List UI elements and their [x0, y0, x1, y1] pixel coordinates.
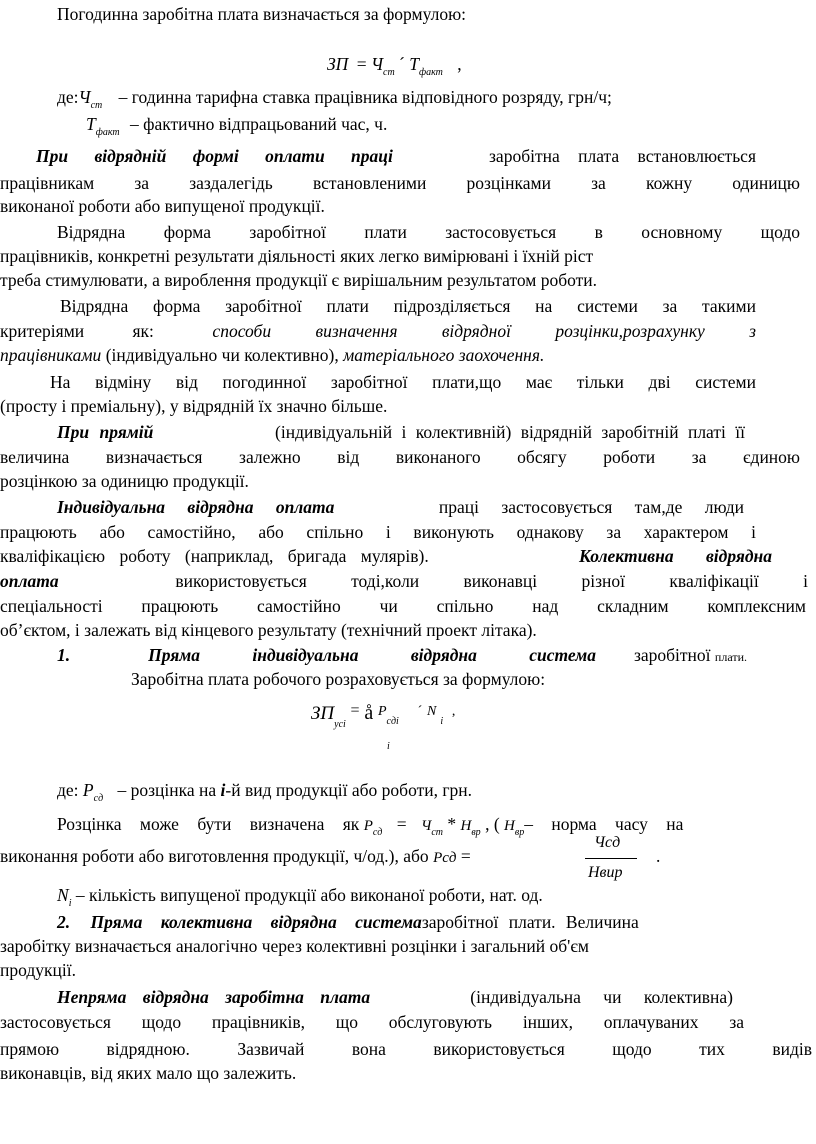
paragraph-systems-l3 — [0, 343, 544, 367]
text: праці застосовується там,де люди — [438, 497, 744, 517]
formula-ch: Ч — [420, 818, 432, 834]
text: (індивідуальній і колективній) відрядній заробітній платі її — [275, 422, 745, 442]
formula-sum-index: і — [387, 741, 390, 752]
paragraph-direct-l3: розцінкою за одиницю продукції. — [0, 471, 249, 491]
def-sym-sub: ст — [90, 100, 103, 111]
fraction-denominator: Нвир — [588, 864, 623, 881]
text: , ( — [485, 814, 500, 834]
def-sym: Ч — [78, 87, 91, 107]
italic-text: працівниками — [0, 345, 102, 365]
paragraph-piecerate-l3: виконаної роботи або випущеної продукції. — [0, 196, 325, 216]
heading-bold: Пряма індивідуальна відрядна система — [148, 645, 596, 665]
formula-lhs: ЗП — [327, 54, 349, 74]
fraction-numerator: Чсд — [594, 834, 621, 851]
paragraph-collective-l2: заробітку визначається аналогічно через колективні розцінки і загальний об'єм — [0, 936, 589, 956]
formula-piece-wage — [311, 701, 455, 729]
paragraph-direct-l2: величина визначається залежно від виконаного обсягу роботи за єдиною — [0, 447, 800, 467]
formula-h-sub: вр — [471, 827, 481, 838]
def-prefix: де: — [57, 87, 79, 107]
bold-term: Індивідуальна відрядна оплата — [57, 497, 335, 517]
paragraph-piecerate-l2: працівникам за заздалегідь встановленими розцінками за кожну одиницю — [0, 173, 800, 193]
definition-quantity — [57, 883, 543, 911]
formula-ch-sub: ст — [431, 827, 443, 838]
def-text: -й вид продукції або роботи, грн. — [225, 780, 473, 800]
heading-rest: заробітної — [633, 645, 711, 665]
formula-p: Р — [363, 818, 373, 834]
formula-time-sub: факт — [418, 67, 443, 78]
formula2-eq: = — [460, 846, 471, 866]
paragraph-piecerate-l1 — [36, 144, 756, 168]
italic-text: способи визначення відрядної розцінки,розрахунку з — [212, 321, 756, 341]
def-sym-sub: і — [68, 898, 72, 909]
paragraph-systems-l1: Відрядна форма заробітної плати підрозділяється на системи за такими — [60, 296, 756, 316]
paragraph-worker-formula: Заробітна плата робочого розраховується за формулою: — [131, 669, 546, 689]
def-index: і — [220, 780, 226, 800]
paragraph-compare-l1: На відміну від погодинної заробітної плати,що має тільки дві системи — [50, 372, 756, 392]
text: заробітна плата встановлюється — [489, 146, 756, 166]
paragraph-collective-l3: продукції. — [0, 960, 76, 980]
formula-rate: Ч — [370, 54, 383, 74]
def-text: – годинна тарифна ставка працівника відповідного розряду, грн/ч; — [118, 87, 612, 107]
formula-p: Р — [377, 704, 387, 719]
paragraph-individual-l5: спеціальності працюють самостійно чи спільно над складним комплексним — [0, 596, 806, 616]
text: критеріями як: — [0, 321, 154, 341]
heading-num: 1. — [57, 645, 71, 665]
paragraph-individual-l1 — [57, 495, 744, 519]
formula-p-sub: сд — [372, 827, 383, 838]
paragraph-individual-l4 — [0, 569, 808, 593]
def-sym-sub: сд — [93, 793, 104, 804]
formula-star: * — [447, 814, 457, 834]
formula-eq: = — [356, 54, 367, 74]
paragraph-usage-l2: працівників, конкретні результати діяльності яких легко вимірювані і їхній ріст — [0, 246, 594, 266]
def-sym-sub: факт — [95, 127, 120, 138]
heading-direct-collective — [57, 910, 639, 934]
bold-term: Колективна відрядна — [579, 546, 772, 566]
paragraph-indirect-l1 — [57, 985, 733, 1009]
text: кваліфікацією роботу (наприклад, бригада мулярів). — [0, 546, 429, 566]
heading-rest: заробітної плати. Величина — [421, 912, 639, 932]
def-text: – розцінка на — [117, 780, 217, 800]
formula-lhs-sub: усі — [334, 719, 346, 730]
paragraph-hourly-intro: Погодинна заробітна плата визначається за формулою: — [57, 4, 467, 24]
def-sym: Т — [86, 114, 96, 134]
heading-direct-individual — [57, 643, 747, 669]
formula-h2: Н — [504, 818, 515, 834]
heading-small: плати. — [714, 650, 747, 664]
heading-rest-group — [634, 643, 747, 669]
paragraph-rate-calc-l2 — [0, 844, 471, 870]
text: використовується тоді,коли виконавці різної кваліфікації і — [175, 571, 808, 591]
paragraph-indirect-l2: застосовується щодо працівників, що обслуговують інших, оплачуваних за — [0, 1012, 744, 1032]
formula-time: Т — [409, 54, 419, 74]
formula-n-sub: і — [440, 716, 444, 727]
heading-num: 2. — [57, 912, 71, 932]
formula-comma: , — [457, 54, 462, 74]
bold-term: оплата — [0, 571, 59, 591]
formula2-p: Рсд — [433, 850, 457, 866]
def-sym: N — [57, 885, 69, 905]
formula-comma: , — [451, 704, 456, 719]
def-text: – фактично відпрацьований час, ч. — [129, 114, 388, 134]
heading-bold: Пряма колективна відрядна система — [90, 912, 422, 932]
bold-term: При прямій — [57, 422, 154, 442]
fraction-line — [585, 858, 637, 859]
formula-mult: ´ — [399, 54, 405, 74]
definition-piece-rate — [57, 778, 472, 806]
paragraph-individual-l6: об’єктом, і залежать від кінцевого результату (технічний проект літака). — [0, 620, 537, 640]
paragraph-systems-l2 — [0, 319, 756, 343]
def-sym: Р — [82, 780, 94, 800]
paragraph-individual-l2: працюють або самостійно, або спільно і виконують однакову за характером і — [0, 522, 756, 542]
formula-eq: = — [396, 814, 407, 834]
paragraph-indirect-l4: виконавців, від яких мало що залежить. — [0, 1063, 297, 1083]
formula-rate-sub: ст — [383, 67, 395, 78]
formula-h: Н — [460, 818, 472, 834]
formula-hourly-wage — [327, 52, 462, 80]
formula-mult: ´ — [417, 704, 423, 719]
italic-text: матеріального заохочення. — [343, 345, 545, 365]
def-prefix: де: — [57, 780, 79, 800]
text: (індивідуально чи колективно), — [105, 345, 339, 365]
paragraph-direct-l1 — [57, 420, 745, 444]
text: – норма часу на — [524, 814, 684, 834]
fraction-period: . — [656, 846, 661, 866]
text: Розцінка може бути визначена як — [57, 814, 360, 834]
paragraph-compare-l2: (просту і преміальну), у відрядній їх значно більше. — [0, 396, 388, 416]
bold-term: Непряма відрядна заробітна плата — [57, 987, 371, 1007]
formula-lhs: ЗП — [311, 703, 335, 724]
text: виконання роботи або виготовлення продукції, ч/од.), або — [0, 846, 429, 866]
formula-n: N — [426, 704, 437, 719]
paragraph-rate-calc-l1 — [57, 812, 683, 840]
text: (індивідуальна чи колективна) — [470, 987, 733, 1007]
bold-term: При відрядній формі оплати праці — [36, 146, 393, 166]
paragraph-individual-l3 — [0, 544, 772, 568]
paragraph-usage-l3: треба стимулювати, а вироблення продукції є вирішальним результатом роботи. — [0, 270, 598, 290]
formula-p-sub: сді — [386, 716, 399, 727]
formula-eq: = — [350, 702, 360, 719]
paragraph-usage-l1: Відрядна форма заробітної плати застосовується в основному щодо — [57, 222, 800, 242]
formula-sum: å — [364, 702, 374, 724]
definition-rate — [57, 85, 612, 113]
formula-h2-sub: вр — [514, 827, 525, 838]
def-text: – кількість випущеної продукції або виконаної роботи, нат. од. — [75, 885, 543, 905]
definition-time — [86, 112, 387, 140]
paragraph-indirect-l3: прямою відрядною. Зазвичай вона використовується щодо тих видів — [0, 1039, 812, 1059]
